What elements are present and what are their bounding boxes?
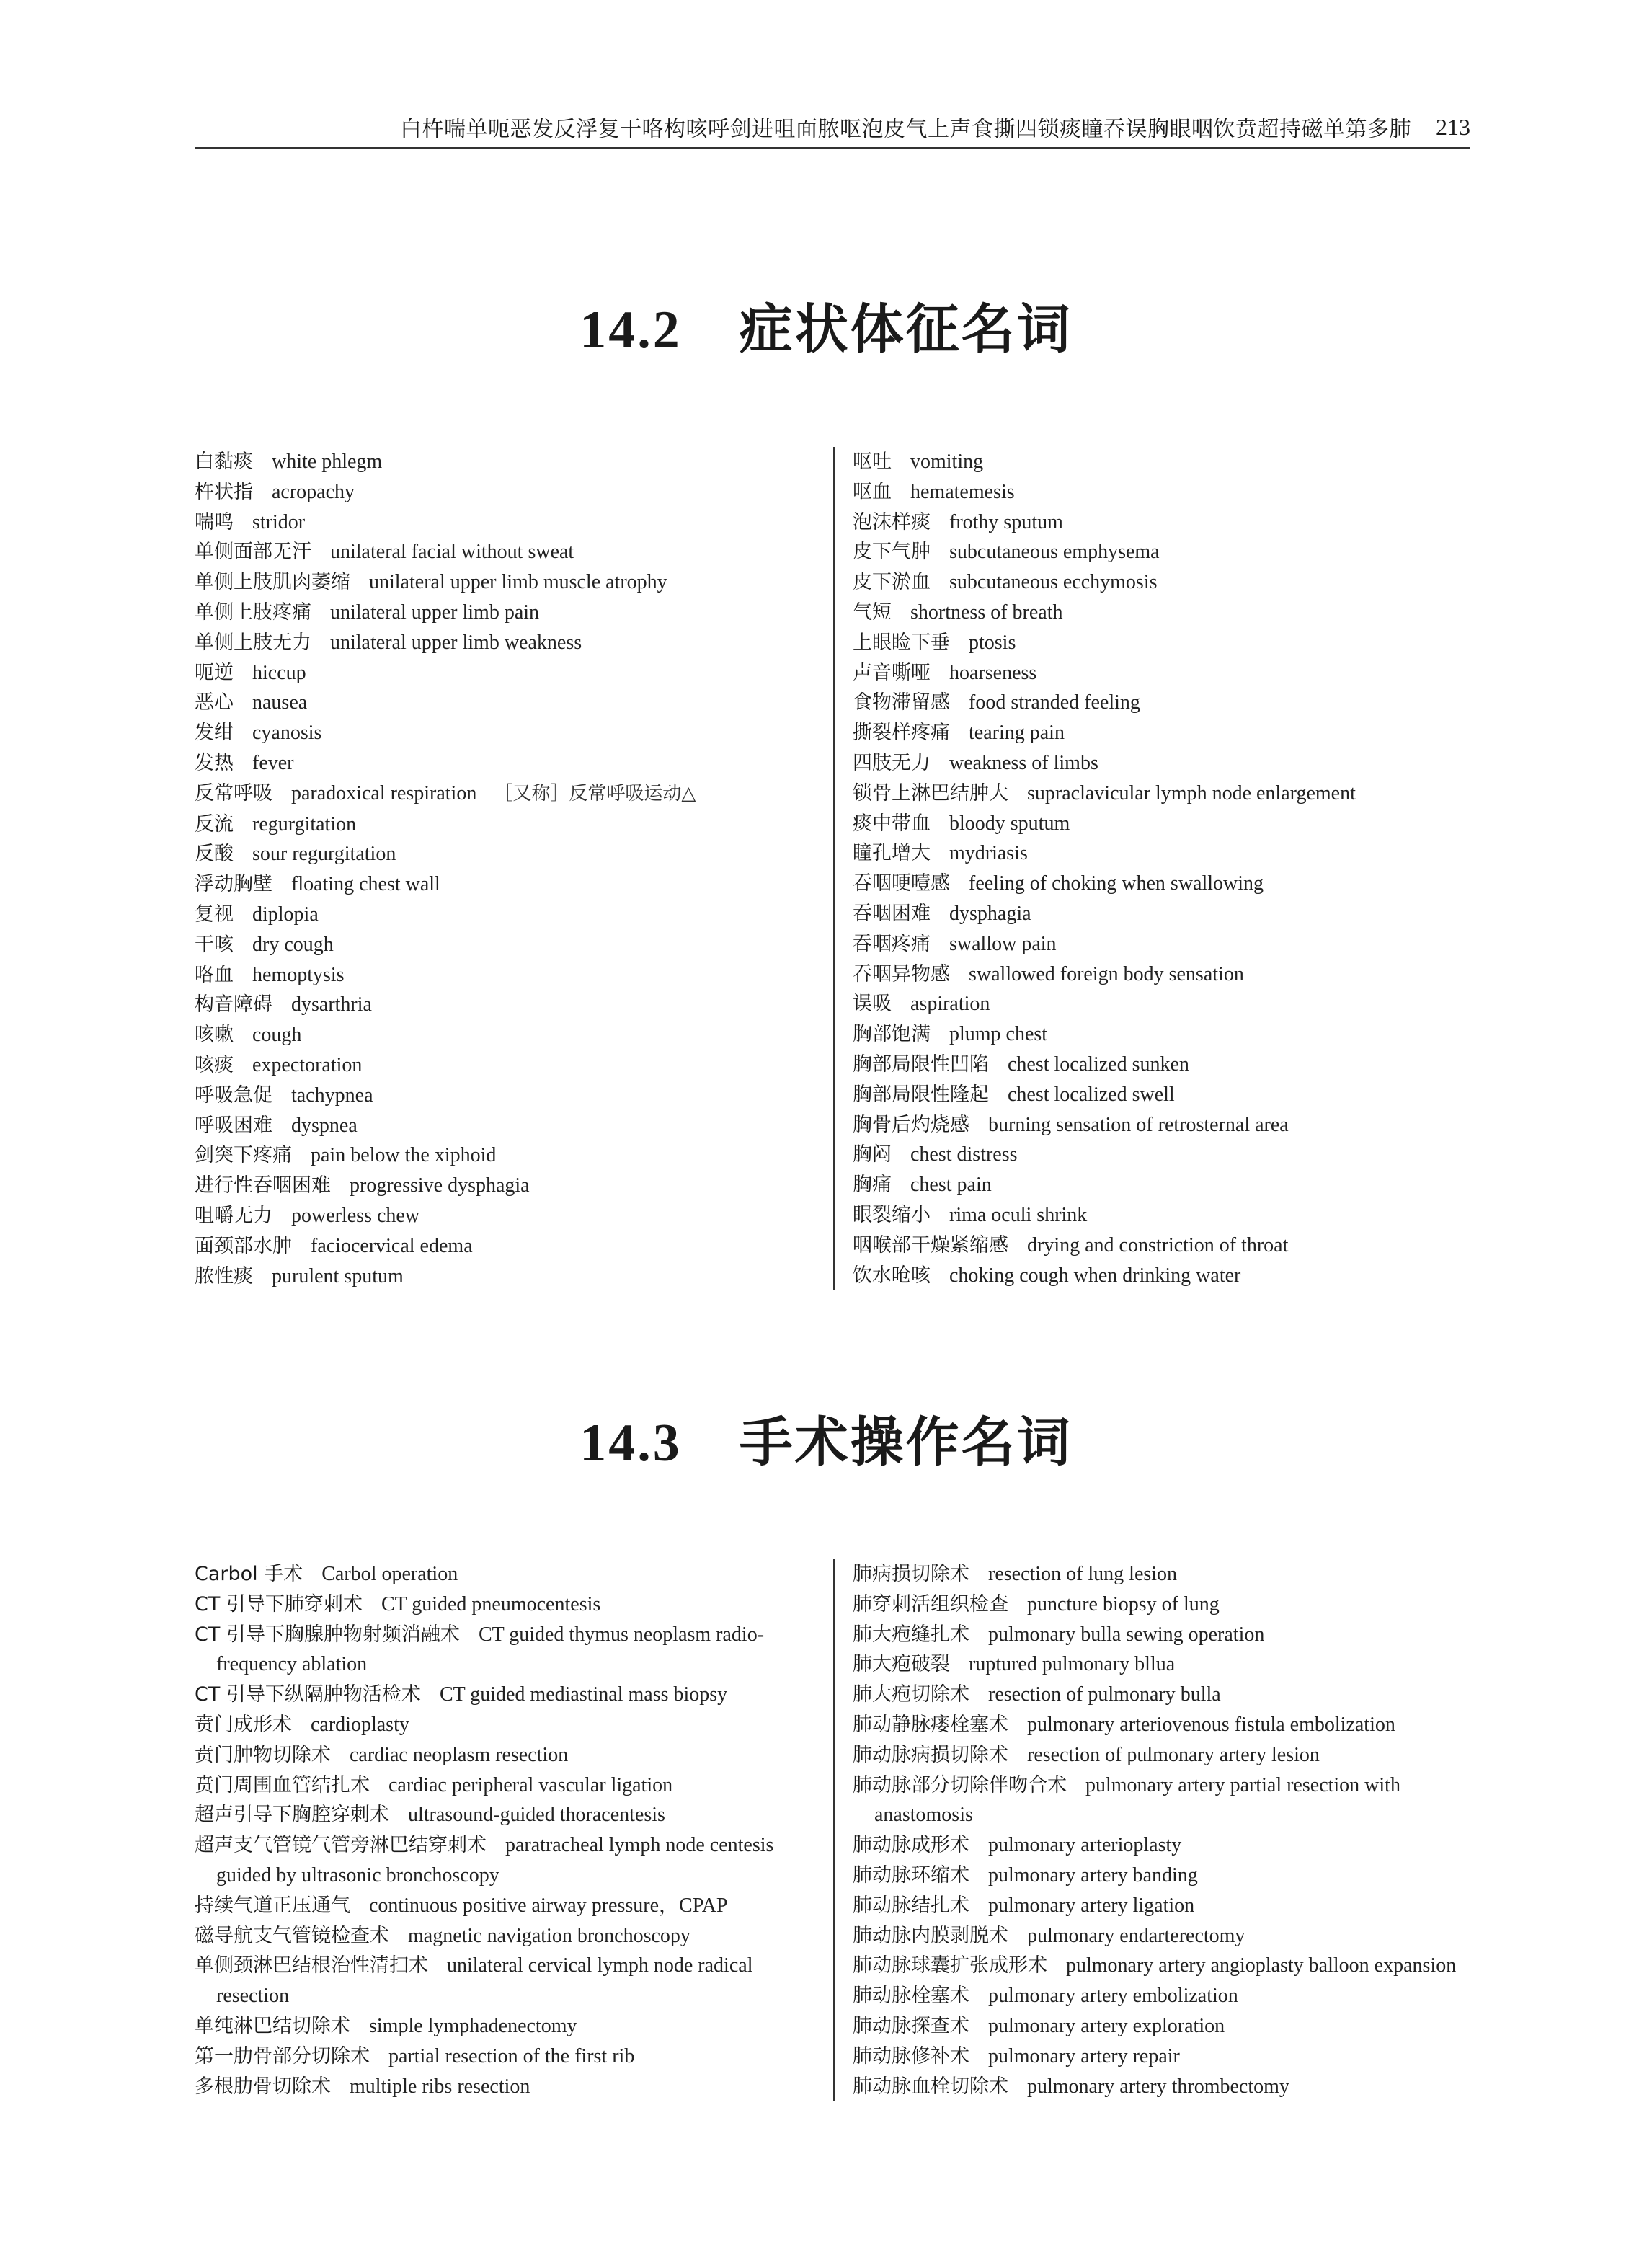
- glossary-entry: [195, 598, 836, 628]
- term-english: pulmonary arteriovenous fistula embolization: [1027, 1713, 1395, 1736]
- glossary-entry: [195, 900, 836, 930]
- term-chinese: 肺动脉结扎术: [853, 1894, 969, 1917]
- glossary-entry: [195, 1020, 836, 1050]
- term-english: pulmonary artery ligation: [988, 1894, 1195, 1917]
- term-chinese: 呕吐: [853, 451, 892, 473]
- term-chinese: 超声引导下胸腔穿刺术: [195, 1804, 389, 1827]
- term-chinese: 撕裂样疼痛: [853, 722, 950, 745]
- term-chinese: 肺动静脉瘘栓塞术: [853, 1713, 1008, 1736]
- term-english: paradoxical respiration: [291, 781, 477, 805]
- glossary-entry: [195, 1262, 836, 1292]
- glossary-entry: [853, 748, 1501, 779]
- term-english: frothy sputum: [949, 510, 1063, 533]
- glossary-entry: [853, 1019, 1501, 1050]
- glossary-entry: [853, 658, 1501, 688]
- glossary-entry: [195, 567, 836, 598]
- glossary-entry: [195, 960, 836, 990]
- term-chinese: 痰中带血: [853, 812, 931, 835]
- glossary-entry: [195, 1231, 836, 1262]
- term-chinese: 皮下淤血: [853, 571, 931, 594]
- term-english: puncture biopsy of lung: [1027, 1592, 1220, 1615]
- term-english: bloody sputum: [949, 812, 1070, 835]
- term-english: purulent sputum: [272, 1264, 404, 1287]
- term-english: shortness of breath: [910, 600, 1063, 624]
- glossary-entry: [195, 718, 836, 748]
- term-english: regurgitation: [252, 812, 357, 835]
- glossary-entry: [853, 2011, 1501, 2042]
- term-chinese: 咀嚼无力: [195, 1204, 272, 1227]
- term-chinese: 第一肋骨部分切除术: [195, 2044, 370, 2067]
- glossary-entry: [853, 507, 1501, 538]
- glossary-entry: [853, 1921, 1501, 1951]
- glossary-entry: [853, 899, 1501, 929]
- term-chinese: 发绀: [195, 722, 234, 745]
- term-chinese: CT 引导下胸腺肿物射频消融术: [195, 1623, 460, 1646]
- term-english: resection of lung lesion: [988, 1563, 1178, 1585]
- section-number: 14.2: [579, 301, 682, 360]
- glossary-entry: [853, 1951, 1501, 1981]
- glossary-entry: [195, 688, 836, 718]
- term-chinese: 反酸: [195, 843, 234, 866]
- term-english-continuation: frequency ablation: [216, 1653, 368, 1676]
- glossary-entry: [853, 1830, 1501, 1861]
- term-chinese: CT 引导下纵隔肿物活检术: [195, 1683, 421, 1706]
- term-chinese: 肺大疱缝扎术: [853, 1623, 969, 1646]
- glossary-entry: [853, 537, 1501, 567]
- term-english: dysphagia: [949, 902, 1031, 925]
- glossary-entry: [195, 1590, 836, 1620]
- term-english: pain below the xiphoid: [311, 1144, 497, 1167]
- term-chinese: 贲门成形术: [195, 1713, 292, 1736]
- term-chinese: 浮动胸壁: [195, 873, 272, 896]
- term-chinese: 肺动脉探查术: [853, 2014, 969, 2037]
- glossary-entry: [195, 1800, 836, 1830]
- term-chinese: 呼吸急促: [195, 1083, 272, 1107]
- term-chinese: 肺动脉球囊扩张成形术: [853, 1954, 1047, 1977]
- glossary-entry: [853, 1891, 1501, 1921]
- term-english: faciocervical edema: [311, 1234, 473, 1257]
- section-14-3-left-column: [195, 1559, 836, 2101]
- term-english: pulmonary artery angioplasty balloon expansion: [1066, 1954, 1457, 1977]
- term-english: drying and constriction of throat: [1027, 1233, 1289, 1256]
- glossary-entry: [195, 748, 836, 779]
- term-chinese: 肺动脉血栓切除术: [853, 2075, 1008, 2098]
- term-chinese: 上眼睑下垂: [853, 631, 950, 654]
- term-chinese: 恶心: [195, 691, 234, 714]
- term-english: resection of pulmonary artery lesion: [1027, 1743, 1320, 1766]
- term-chinese: 脓性痰: [195, 1264, 253, 1287]
- glossary-entry: [195, 869, 836, 900]
- term-english: tearing pain: [969, 722, 1065, 745]
- term-chinese: 胸部饱满: [853, 1023, 931, 1046]
- glossary-entry: [195, 930, 836, 960]
- glossary-entry: [853, 1620, 1501, 1650]
- section-14-2-heading: [0, 287, 1652, 363]
- term-english: unilateral facial without sweat: [330, 541, 574, 564]
- term-chinese: 肺动脉成形术: [853, 1834, 969, 1857]
- term-chinese: 持续气道正压通气: [195, 1894, 350, 1917]
- glossary-entry: [195, 1111, 836, 1141]
- term-english: cardiac peripheral vascular ligation: [388, 1773, 673, 1796]
- term-chinese: 吞咽哽噎感: [853, 872, 950, 895]
- term-chinese: 肺动脉栓塞术: [853, 1985, 969, 2008]
- term-chinese: 锁骨上淋巴结肿大: [853, 781, 1008, 805]
- term-chinese: 肺大疱破裂: [853, 1653, 950, 1676]
- term-chinese: 白黏痰: [195, 451, 253, 473]
- section-title: 手术操作名词: [739, 1411, 1073, 1473]
- section-14-3-heading: [0, 1400, 1652, 1476]
- term-english: nausea: [252, 691, 308, 714]
- glossary-entry: [195, 477, 836, 507]
- term-english: choking cough when drinking water: [949, 1264, 1241, 1287]
- glossary-entry: [853, 2042, 1501, 2072]
- term-chinese: 单侧上肢肌肉萎缩: [195, 571, 350, 594]
- glossary-entry: [195, 1201, 836, 1231]
- term-chinese: 单侧上肢疼痛: [195, 600, 311, 624]
- glossary-entry: [195, 628, 836, 658]
- term-english: subcutaneous emphysema: [949, 541, 1160, 564]
- term-english-continuation: resection: [216, 1985, 290, 2008]
- term-english: swallowed foreign body sensation: [969, 962, 1244, 985]
- term-chinese: 胸闷: [853, 1143, 892, 1166]
- term-english: dysarthria: [291, 993, 372, 1016]
- term-english: stridor: [252, 510, 306, 533]
- glossary-entry: [195, 1050, 836, 1081]
- term-english: dyspnea: [291, 1114, 358, 1137]
- term-english-continuation: anastomosis: [874, 1804, 973, 1827]
- glossary-entry: [195, 2072, 836, 2102]
- term-english: swallow pain: [949, 932, 1057, 955]
- term-chinese: 吞咽异物感: [853, 962, 950, 985]
- glossary-entry: [195, 1740, 836, 1770]
- term-english: pulmonary endarterectomy: [1027, 1924, 1245, 1947]
- term-english: cough: [252, 1024, 302, 1047]
- term-english: pulmonary artery banding: [988, 1863, 1198, 1887]
- term-english: pulmonary artery thrombectomy: [1027, 2075, 1289, 2098]
- glossary-entry: [195, 1081, 836, 1111]
- glossary-entry: [853, 1740, 1501, 1770]
- term-chinese: 贲门周围血管结扎术: [195, 1773, 370, 1796]
- glossary-entry: [853, 477, 1501, 507]
- term-english: diplopia: [252, 903, 319, 926]
- term-english: CT guided mediastinal mass biopsy: [439, 1683, 728, 1706]
- term-english: pulmonary bulla sewing operation: [988, 1623, 1265, 1646]
- term-chinese: 超声支气管镜气管旁淋巴结穿刺术: [195, 1834, 487, 1857]
- glossary-entry: [853, 1110, 1501, 1140]
- term-chinese: 吞咽疼痛: [853, 932, 931, 955]
- term-chinese: 食物滞留感: [853, 691, 950, 714]
- term-english-continuation: guided by ultrasonic bronchoscopy: [216, 1863, 499, 1887]
- term-english: tachypnea: [291, 1083, 373, 1107]
- term-chinese: 声音嘶哑: [853, 661, 931, 684]
- glossary-entry: [853, 1710, 1501, 1740]
- term-english: fever: [252, 751, 294, 774]
- term-chinese: 胸部局限性隆起: [853, 1083, 989, 1106]
- glossary-entry: [853, 1140, 1501, 1170]
- term-chinese: 干咳: [195, 933, 234, 956]
- term-chinese: 肺动脉病损切除术: [853, 1743, 1008, 1766]
- term-english: sour regurgitation: [252, 843, 396, 866]
- term-english: Carbol operation: [321, 1563, 458, 1585]
- term-english: pulmonary artery embolization: [988, 1985, 1238, 2008]
- term-english: cyanosis: [252, 722, 322, 745]
- term-english: partial resection of the first rib: [388, 2044, 635, 2067]
- glossary-entry: [195, 810, 836, 840]
- term-chinese: 贲门肿物切除术: [195, 1743, 331, 1766]
- section-14-2-left-column: [195, 447, 836, 1291]
- term-chinese: 单侧上肢无力: [195, 631, 311, 654]
- term-chinese: CT 引导下肺穿刺术: [195, 1592, 363, 1615]
- term-english: white phlegm: [272, 451, 383, 473]
- term-english: pulmonary artery exploration: [988, 2014, 1225, 2037]
- term-english: simple lymphadenectomy: [369, 2014, 577, 2037]
- glossary-entry: [853, 989, 1501, 1019]
- term-chinese: 咽喉部干燥紧缩感: [853, 1233, 1008, 1256]
- glossary-entry: [195, 537, 836, 567]
- term-chinese: 多根肋骨切除术: [195, 2075, 331, 2098]
- term-chinese: 瞳孔增大: [853, 842, 931, 865]
- term-english: cardiac neoplasm resection: [350, 1743, 569, 1766]
- glossary-entry: [853, 598, 1501, 628]
- running-header-title: 白杵喘单呃恶发反浮复干咯构咳呼剑进咀面脓呕泡皮气上声食撕四锁痰瞳吞误胸眼咽饮贲超持磁单第多肺: [400, 117, 1411, 142]
- glossary-entry: [853, 1680, 1501, 1710]
- term-chinese: 构音障碍: [195, 993, 272, 1016]
- glossary-entry: [853, 1649, 1501, 1680]
- term-chinese: 反流: [195, 812, 234, 835]
- term-english: paratracheal lymph node centesis: [505, 1834, 774, 1857]
- term-english: magnetic navigation bronchoscopy: [408, 1924, 690, 1947]
- term-chinese: 发热: [195, 751, 234, 774]
- glossary-entry: [853, 567, 1501, 598]
- term-english: burning sensation of retrosternal area: [988, 1113, 1289, 1136]
- term-chinese: 眼裂缩小: [853, 1203, 931, 1226]
- term-english: chest localized sunken: [1008, 1052, 1189, 1076]
- glossary-entry: [195, 839, 836, 869]
- term-chinese: 肺动脉部分切除伴吻合术: [853, 1773, 1067, 1796]
- term-chinese: 饮水呛咳: [853, 1264, 931, 1287]
- term-english: ruptured pulmonary bllua: [969, 1653, 1176, 1676]
- term-chinese: 面颈部水肿: [195, 1234, 292, 1257]
- term-english: unilateral cervical lymph node radical: [447, 1954, 753, 1977]
- term-chinese: 皮下气肿: [853, 541, 931, 564]
- glossary-entry: [195, 1171, 836, 1201]
- glossary-entry: [853, 838, 1501, 869]
- glossary-entry: [853, 1080, 1501, 1110]
- glossary-entry: [853, 809, 1501, 839]
- term-chinese: 肺动脉修补术: [853, 2044, 969, 2067]
- term-chinese: 单侧颈淋巴结根治性清扫术: [195, 1954, 428, 1977]
- page-number: 213: [1436, 113, 1470, 140]
- term-chinese: 呕血: [853, 480, 892, 503]
- term-chinese: 进行性吞咽困难: [195, 1174, 331, 1197]
- glossary-entry: [853, 447, 1501, 477]
- term-chinese: 反常呼吸: [195, 781, 272, 805]
- glossary-entry: [853, 959, 1501, 990]
- section-number: 14.3: [579, 1414, 682, 1473]
- term-english: rima oculi shrink: [949, 1203, 1088, 1226]
- term-chinese: 咳痰: [195, 1053, 234, 1076]
- term-chinese: 杵状指: [195, 480, 253, 503]
- term-alias: ［又称］反常呼吸运动△: [494, 782, 696, 805]
- term-chinese: 肺穿刺活组织检查: [853, 1592, 1008, 1615]
- term-english: CT guided pneumocentesis: [381, 1592, 601, 1615]
- term-english: chest localized swell: [1008, 1083, 1175, 1106]
- term-chinese: 误吸: [853, 993, 892, 1016]
- term-chinese: 肺病损切除术: [853, 1563, 969, 1585]
- term-english: aspiration: [910, 993, 990, 1016]
- glossary-entry: [195, 507, 836, 538]
- glossary-entry: [195, 2042, 836, 2072]
- term-chinese: 四肢无力: [853, 751, 931, 774]
- glossary-entry: [195, 1140, 836, 1171]
- term-english: hematemesis: [910, 480, 1015, 503]
- glossary-entry: [853, 1261, 1501, 1291]
- term-english: feeling of choking when swallowing: [969, 872, 1264, 895]
- glossary-entry: [853, 688, 1501, 718]
- term-english: subcutaneous ecchymosis: [949, 571, 1158, 594]
- term-english: cardioplasty: [311, 1713, 409, 1736]
- term-english: plump chest: [949, 1023, 1048, 1046]
- glossary-entry: [195, 447, 836, 477]
- term-chinese: 胸痛: [853, 1174, 892, 1197]
- term-chinese: 肺大疱切除术: [853, 1683, 969, 1706]
- term-chinese: 磁导航支气管镜检查术: [195, 1924, 389, 1947]
- glossary-entry: [195, 1921, 836, 1951]
- term-english: unilateral upper limb pain: [330, 600, 540, 624]
- term-english: chest pain: [910, 1174, 992, 1197]
- term-english: resection of pulmonary bulla: [988, 1683, 1221, 1706]
- term-english: progressive dysphagia: [350, 1174, 530, 1197]
- term-chinese: 胸部局限性凹陷: [853, 1052, 989, 1076]
- term-english: weakness of limbs: [949, 751, 1098, 774]
- glossary-entry: [853, 1170, 1501, 1200]
- term-chinese: 呃逆: [195, 661, 234, 684]
- term-chinese: 胸骨后灼烧感: [853, 1113, 969, 1136]
- term-chinese: 单纯淋巴结切除术: [195, 2014, 350, 2037]
- section-title: 症状体征名词: [739, 298, 1073, 360]
- glossary-entry: [853, 929, 1501, 959]
- glossary-entry: [853, 1200, 1501, 1231]
- term-english: floating chest wall: [291, 873, 440, 896]
- term-chinese: 气短: [853, 600, 892, 624]
- term-chinese: 泡沫样痰: [853, 510, 931, 533]
- term-chinese: 肺动脉环缩术: [853, 1863, 969, 1887]
- term-chinese: 呼吸困难: [195, 1114, 272, 1137]
- term-english: food stranded feeling: [969, 691, 1140, 714]
- page-header: [195, 107, 1470, 149]
- term-english: dry cough: [252, 933, 334, 956]
- glossary-entry: [853, 718, 1501, 748]
- term-english: acropachy: [272, 480, 355, 503]
- glossary-entry: [853, 1861, 1501, 1891]
- glossary-entry: [195, 1620, 836, 1680]
- term-english: continuous positive airway pressure，CPAP: [369, 1894, 728, 1917]
- term-english: vomiting: [910, 451, 984, 473]
- term-english: chest distress: [910, 1143, 1018, 1166]
- glossary-entry: [195, 658, 836, 688]
- term-english: pulmonary artery partial resection with: [1085, 1773, 1400, 1796]
- glossary-entry: [195, 1710, 836, 1740]
- glossary-entry: [853, 1050, 1501, 1080]
- glossary-entry: [195, 1830, 836, 1891]
- glossary-entry: [853, 1590, 1501, 1620]
- glossary-entry: [195, 2011, 836, 2042]
- term-english: hiccup: [252, 661, 306, 684]
- term-chinese: 单侧面部无汗: [195, 541, 311, 564]
- term-chinese: 咳嗽: [195, 1024, 234, 1047]
- section-14-3-right-column: [833, 1559, 1501, 2101]
- glossary-entry: [195, 1951, 836, 2011]
- term-english: mydriasis: [949, 842, 1028, 865]
- section-14-2-right-column: [833, 447, 1501, 1290]
- glossary-entry: [853, 1559, 1501, 1590]
- term-english: expectoration: [252, 1053, 363, 1076]
- term-chinese: 复视: [195, 903, 234, 926]
- term-english: unilateral upper limb muscle atrophy: [369, 571, 667, 594]
- glossary-entry: [195, 1559, 836, 1590]
- term-english: multiple ribs resection: [350, 2075, 530, 2098]
- term-english: ultrasound-guided thoracentesis: [408, 1804, 665, 1827]
- term-english: ptosis: [969, 631, 1016, 654]
- glossary-entry: [195, 1680, 836, 1710]
- glossary-entry: [853, 2072, 1501, 2102]
- glossary-entry: [853, 779, 1501, 809]
- term-english: unilateral upper limb weakness: [330, 631, 582, 654]
- term-chinese: Carbol 手术: [195, 1563, 303, 1585]
- glossary-entry: [853, 628, 1501, 658]
- term-english: hemoptysis: [252, 963, 345, 986]
- term-english: hoarseness: [949, 661, 1037, 684]
- term-chinese: 吞咽困难: [853, 902, 931, 925]
- term-english: supraclavicular lymph node enlargement: [1027, 781, 1356, 805]
- term-chinese: 咯血: [195, 963, 234, 986]
- glossary-entry: [195, 1891, 836, 1921]
- term-english: CT guided thymus neoplasm radio-: [478, 1623, 765, 1646]
- term-chinese: 喘鸣: [195, 510, 234, 533]
- glossary-entry: [853, 869, 1501, 899]
- term-chinese: 肺动脉内膜剥脱术: [853, 1924, 1008, 1947]
- glossary-entry: [853, 1770, 1501, 1831]
- term-chinese: 剑突下疼痛: [195, 1144, 292, 1167]
- glossary-entry: [853, 1981, 1501, 2011]
- term-english: powerless chew: [291, 1204, 420, 1227]
- glossary-entry: [195, 779, 836, 810]
- term-english: pulmonary artery repair: [988, 2044, 1180, 2067]
- glossary-entry: [195, 1770, 836, 1801]
- term-english: pulmonary arterioplasty: [988, 1834, 1182, 1857]
- glossary-entry: [195, 990, 836, 1020]
- glossary-entry: [853, 1231, 1501, 1261]
